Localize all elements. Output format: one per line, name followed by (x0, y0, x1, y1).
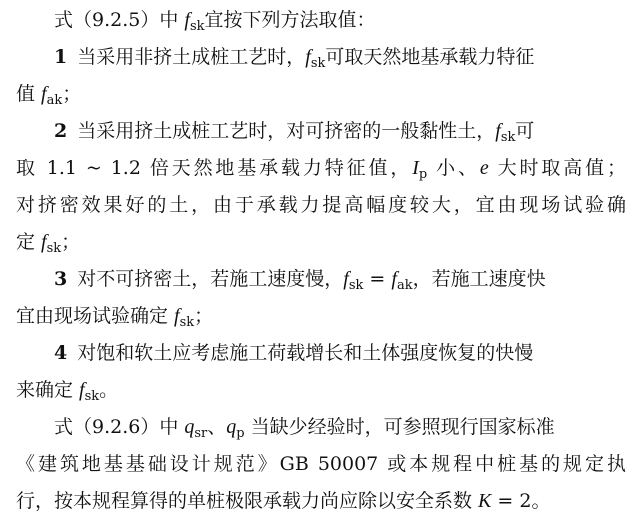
line-6 (16, 224, 626, 261)
text-run: 《建筑地基基础设计规范》GB 50007 或本规程中桩基的规定执 (16, 453, 626, 475)
line-5 (16, 187, 626, 224)
text-run: 、 (207, 416, 227, 438)
math-symbol: f (79, 379, 85, 401)
item-number: 2 (54, 120, 68, 142)
line-0 (16, 2, 626, 39)
subscript: p (418, 167, 428, 182)
text-run: 小、 (427, 157, 480, 179)
math-symbol: q (226, 416, 237, 438)
math-symbol: I (412, 157, 419, 179)
text-run: 式（9.2.6）中 (54, 416, 185, 438)
text-run: 大时取高值； (488, 157, 626, 179)
line-7 (16, 261, 626, 298)
math-symbol: f (184, 9, 190, 31)
line-4 (16, 150, 626, 187)
line-1 (16, 39, 626, 76)
text-run: 可 (515, 120, 535, 142)
subscript: sk (46, 241, 62, 256)
text-run: ； (194, 305, 214, 327)
text-run: 宜按下列方法取值： (204, 9, 376, 31)
text-run: 对不可挤密土，若施工速度慢， (77, 268, 344, 290)
subscript: p (236, 426, 245, 441)
math-symbol: f (305, 46, 311, 68)
line-11 (16, 409, 626, 446)
subscript: sk (84, 389, 100, 404)
math-symbol: f (41, 231, 47, 253)
math-symbol: f (495, 120, 501, 142)
subscript: sk (189, 19, 205, 34)
line-13 (16, 483, 626, 520)
text-run: 当采用非挤土成桩工艺时， (77, 46, 306, 68)
line-8 (16, 298, 626, 335)
line-3 (16, 113, 626, 150)
subscript: ak (396, 278, 413, 293)
math-symbol: f (41, 83, 47, 105)
math-symbol: K (478, 490, 492, 512)
text-run: = (363, 268, 392, 290)
text-run: 式（9.2.5）中 (54, 9, 185, 31)
subscript: sk (500, 130, 516, 145)
line-9 (16, 335, 626, 372)
text-run: ，若施工速度快 (412, 268, 546, 290)
text-run: 取 1.1 ~ 1.2 倍天然地基承载力特征值， (16, 157, 413, 179)
subscript: sr (194, 426, 208, 441)
math-symbol: f (174, 305, 180, 327)
item-number: 3 (54, 268, 68, 290)
text-run: 可取天然地基承载力特征 (325, 46, 535, 68)
math-symbol: f (391, 268, 397, 290)
text-run: 。 (99, 379, 119, 401)
text-run: 当缺少经验时，可参照现行国家标准 (244, 416, 555, 438)
line-2 (16, 76, 626, 113)
text-run: ； (62, 83, 82, 105)
subscript: sk (348, 278, 364, 293)
item-number: 1 (54, 46, 68, 68)
subscript: sk (179, 315, 195, 330)
text-run: = 2。 (491, 490, 551, 512)
text-run: 来确定 (16, 379, 80, 401)
math-symbol: q (184, 416, 195, 438)
text-run: 对挤密效果好的土，由于承载力提高幅度较大，宜由现场试验确 (16, 194, 626, 216)
line-10 (16, 372, 626, 409)
math-symbol: f (343, 268, 349, 290)
subscript: ak (46, 93, 63, 108)
text-run: 值 (16, 83, 42, 105)
text-run: 对饱和软土应考虑施工荷载增长和土体强度恢复的快慢 (77, 342, 534, 364)
math-symbol: e (479, 157, 489, 179)
item-number: 4 (54, 342, 68, 364)
text-run: 宜由现场试验确定 (16, 305, 175, 327)
text-run: 定 (16, 231, 42, 253)
text-run: 行，按本规程算得的单桩极限承载力尚应除以安全系数 (16, 490, 479, 512)
text-run: ； (61, 231, 81, 253)
text-run: 当采用挤土成桩工艺时，对可挤密的一般黏性土， (77, 120, 496, 142)
subscript: sk (310, 56, 326, 71)
